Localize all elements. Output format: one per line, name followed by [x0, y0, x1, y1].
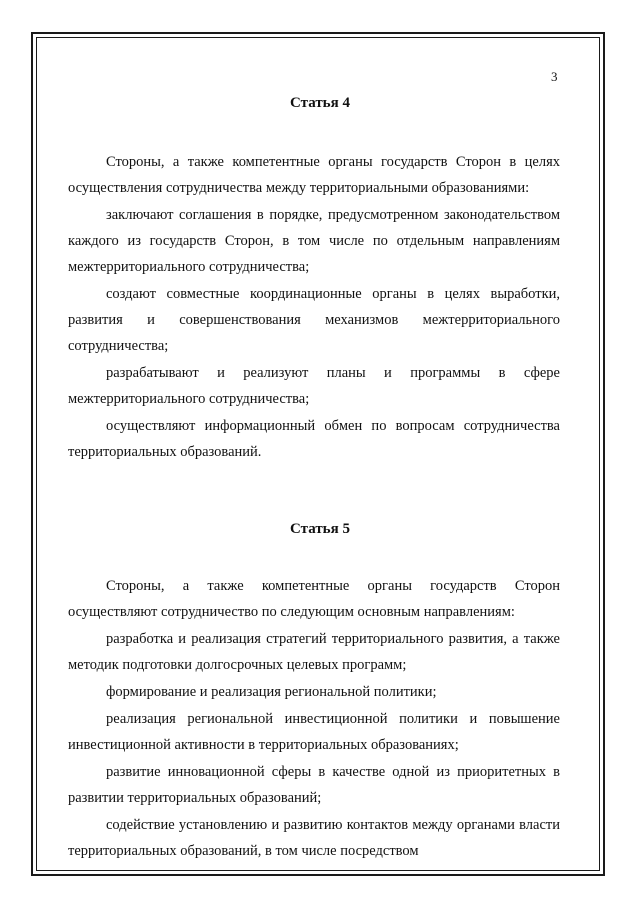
article-4-paragraph: осуществляют информационный обмен по вопросам сотрудничества территориальных образований. — [68, 418, 560, 460]
article-4-body — [68, 149, 560, 466]
article-4-paragraph: Стороны, а также компетентные органы государств Сторон в целях осуществления сотрудничества между территориальными образованиями: — [68, 154, 560, 196]
article-5-paragraph: развитие инновационной сферы в качестве одной из приоритетных в развитии территориальных образований; — [68, 764, 560, 806]
article-5-paragraph: содействие установлению и развитию контактов между органами власти территориальных образований, в том числе посредством — [68, 817, 560, 859]
article-4-paragraph: разрабатывают и реализуют планы и программы в сфере межтерриториального сотрудничества; — [68, 365, 560, 407]
article-5-paragraph: Стороны, а также компетентные органы государств Сторон осуществляют сотрудничество по следующим основным направлениям: — [68, 578, 560, 620]
article-4-paragraph: создают совместные координационные органы в целях выработки, развития и совершенствования механизмов межтерриториального сотрудничества; — [68, 286, 560, 354]
article-5-paragraph: реализация региональной инвестиционной политики и повышение инвестиционной активности в территориальных образованиях; — [68, 711, 560, 753]
article-5-paragraph: разработка и реализация стратегий территориального развития, а также методик подготовки долгосрочных целевых программ; — [68, 631, 560, 673]
article-5-paragraph: формирование и реализация региональной политики; — [106, 684, 437, 700]
article-5-body — [68, 573, 560, 865]
page-number: 3 — [551, 69, 558, 84]
article-4-paragraph: заключают соглашения в порядке, предусмотренном законодательством каждого из государств Сторон, в том числе по отдельным направлениям межтерриториального сотрудничества; — [68, 207, 560, 275]
article-4-title: Статья 4 — [290, 95, 350, 111]
article-5-title: Статья 5 — [290, 521, 350, 537]
